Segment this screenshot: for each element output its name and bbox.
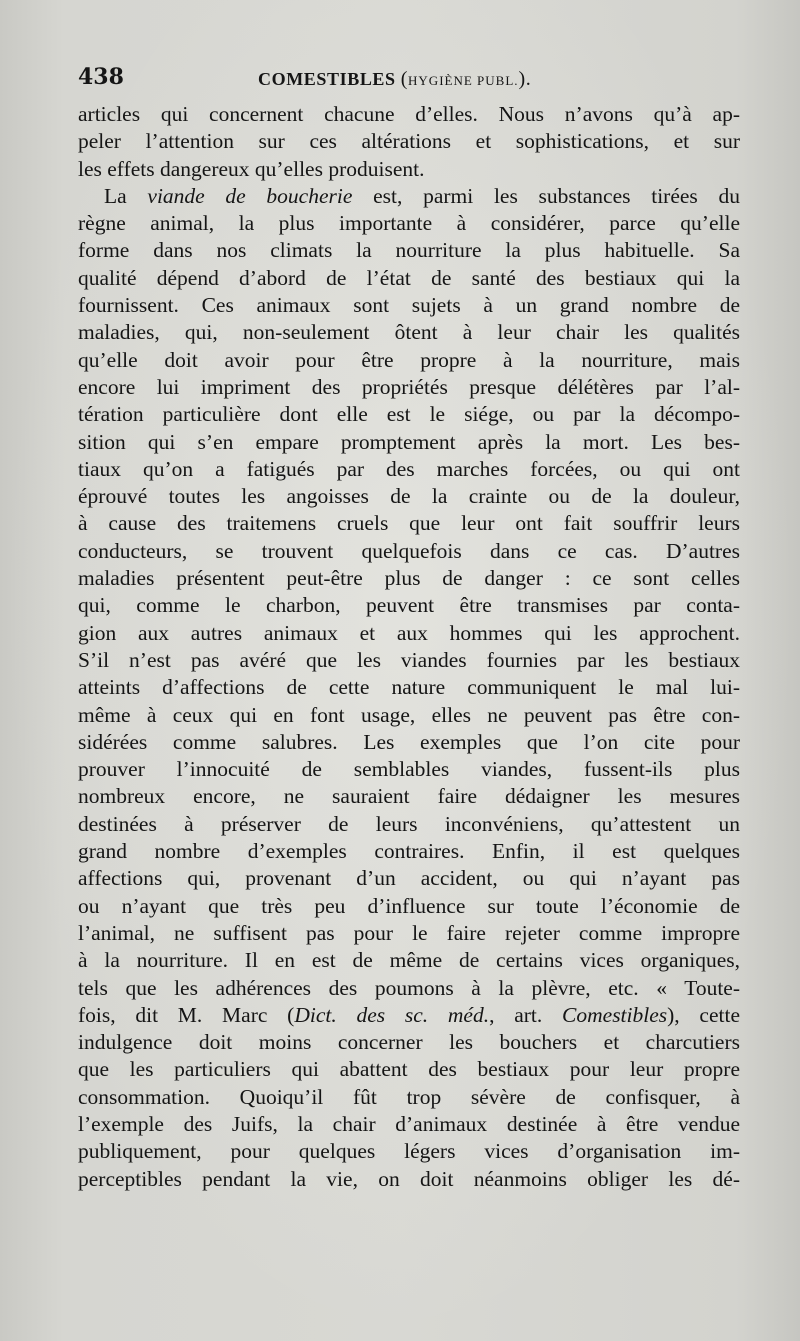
text-line: fournissent. Ces animaux sont sujets à un grand nombre de: [78, 293, 740, 318]
text-line: affections qui, provenant d’un accident, ou qui n’ayant pas: [78, 866, 740, 891]
text-line: consommation. Quoiqu’il fût trop sévère de confisquer, à: [78, 1084, 740, 1109]
text-line: indulgence doit moins concerner les bouchers et charcutiers: [78, 1030, 740, 1055]
text-line: tels que les adhérences des poumons à la plèvre, etc. « Toute-: [78, 975, 740, 1000]
text-run: est, parmi les substances tirées du: [373, 183, 740, 208]
running-head: [258, 68, 531, 91]
text-line: même à ceux qui en font usage, elles ne peuvent pas être con-: [78, 702, 740, 727]
text-line: nombreux encore, ne sauraient faire dédaigner les mesures: [78, 784, 740, 809]
text-line: perceptibles pendant la vie, on doit néanmoins obliger les dé-: [78, 1166, 740, 1191]
text-line: à la nourriture. Il en est de même de certains vices organiques,: [78, 948, 740, 973]
italic-citation: Dict. des sc. méd.: [294, 1002, 490, 1027]
text-line: les effets dangereux qu’elles produisent.: [78, 156, 425, 181]
text-line: que les particuliers qui abattent des bestiaux pour leur propre: [78, 1057, 740, 1082]
text-line: qualité dépend d’abord de l’état de santé des bestiaux qui la: [78, 265, 740, 290]
running-paren-open: (: [400, 68, 409, 90]
body-text: [78, 101, 740, 1193]
italic-citation: Comestibles: [562, 1002, 668, 1027]
text-line: forme dans nos climats la nourriture la plus habituelle. Sa: [78, 238, 740, 263]
italic-term: viande de boucherie: [147, 183, 353, 208]
text-line: règne animal, la plus importante à considérer, parce qu’elle: [78, 211, 740, 236]
page-number: 438: [78, 64, 124, 90]
text-line: [78, 1002, 740, 1029]
text-line: maladies, qui, non-seulement ôtent à leur chair les qualités: [78, 320, 740, 345]
text-line: conducteurs, se trouvent quelquefois dans ce cas. D’autres: [78, 538, 740, 563]
text-line: grand nombre d’exemples contraires. Enfin, il est quelques: [78, 839, 740, 864]
text-line: encore lui impriment des propriétés presque délétères par l’al-: [78, 374, 740, 399]
text-run: ), cette: [667, 1002, 740, 1027]
text-line: publiquement, pour quelques légers vices d’organisation im-: [78, 1139, 740, 1164]
text-line: destinées à préserver de leurs inconvéniens, qu’attestent un: [78, 811, 740, 836]
running-subtitle: HYGIÈNE PUBL.: [408, 73, 519, 88]
text-line: gion aux autres animaux et aux hommes qui les approchent.: [78, 620, 740, 645]
text-line: tération particulière dont elle est le siége, ou par la décompo-: [78, 402, 740, 427]
text-line: maladies présentent peut-être plus de danger : ce sont celles: [78, 566, 740, 591]
running-title: COMESTIBLES: [258, 69, 396, 89]
text-line: sidérées comme salubres. Les exemples que l’on cite pour: [78, 729, 740, 754]
page-header: [78, 64, 740, 100]
text-run: fois, dit M. Marc (: [78, 1002, 295, 1027]
text-line: sition qui s’en empare promptement après la mort. Les bes-: [78, 429, 740, 454]
text-line: peler l’attention sur ces altérations et sophistications, et sur: [78, 129, 740, 154]
text-run: , art.: [489, 1002, 543, 1027]
text-line: qu’elle doit avoir pour être propre à la nourriture, mais: [78, 347, 740, 372]
text-line: ou n’ayant que très peu d’influence sur toute l’économie de: [78, 893, 740, 918]
text-line: à cause des traitemens cruels que leur ont fait souffrir leurs: [78, 511, 740, 536]
text-line: éprouvé toutes les angoisses de la crainte ou de la douleur,: [78, 484, 740, 509]
text-line: articles qui concernent chacune d’elles. Nous n’avons qu’à ap-: [78, 102, 740, 126]
text-line: [78, 183, 740, 210]
text-line: l’animal, ne suffisent pas pour le faire rejeter comme impropre: [78, 920, 740, 945]
text-line: l’exemple des Juifs, la chair d’animaux destinée à être vendue: [78, 1111, 740, 1136]
text-line: tiaux qu’on a fatigués par des marches forcées, ou qui ont: [78, 456, 740, 481]
text-line: qui, comme le charbon, peuvent être transmises par conta-: [78, 593, 740, 618]
text-line: prouver l’innocuité de semblables viandes, fussent-ils plus: [78, 757, 740, 782]
text-line: atteints d’affections de cette nature communiquent le mal lui-: [78, 675, 740, 700]
running-paren-close: ).: [518, 68, 532, 90]
text-run: La: [104, 183, 127, 208]
text-line: S’il n’est pas avéré que les viandes fournies par les bestiaux: [78, 647, 740, 672]
